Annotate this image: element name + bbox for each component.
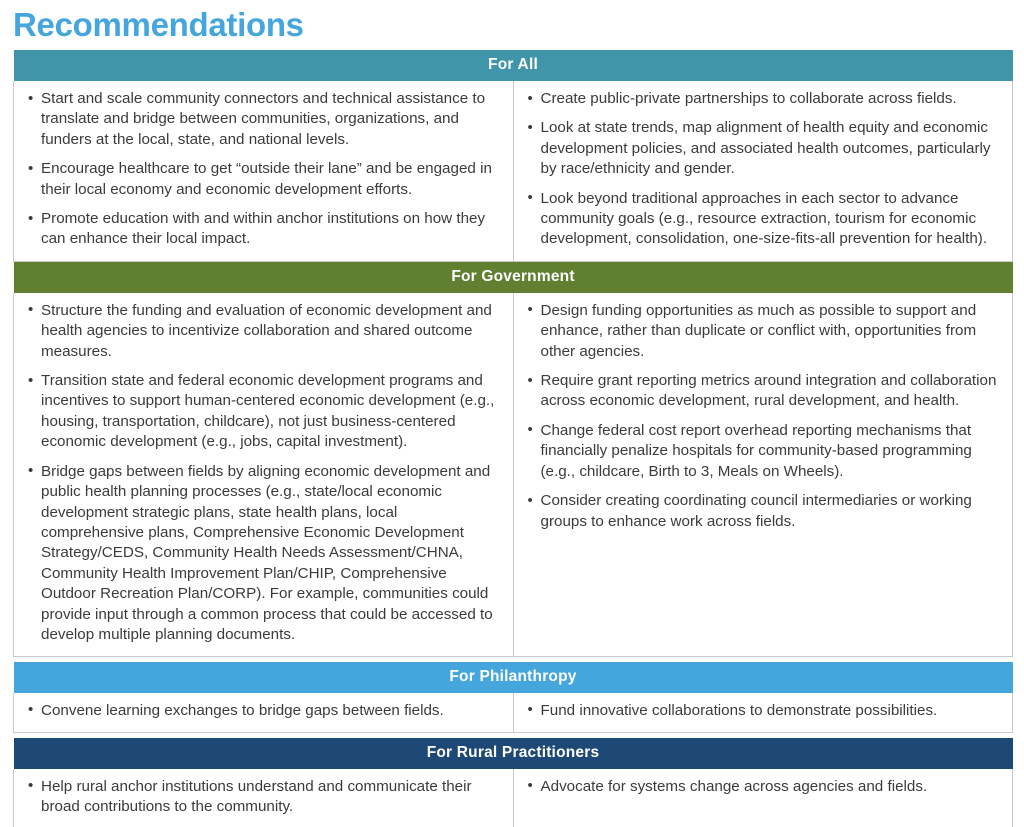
list-item: • Help rural anchor institutions understand and communicate their broad contributions to the community. — [26, 777, 501, 818]
list-item: • Bridge gaps between fields by aligning economic development and public health planning processes (e.g., state/local economic development strategic plans, state health plans, local comprehensive plans, Comprehensive Economic Development Strategy/CEDS, Community Health Needs Assessment/CHNA, Community Health Improvement Plan/CHIP, Comprehensive Outdoor Recreation Plan/CORP). For example, communities could provide input through a common process that could be accessed to develop multiple planning documents. — [26, 462, 501, 646]
bullet-list-left — [26, 89, 501, 250]
recommendations-table — [13, 50, 1013, 827]
list-item: • Promote education with and within anchor institutions on how they can enhance their local impact. — [26, 209, 501, 250]
section-content-for-rural-practitioners — [14, 769, 1013, 827]
bullet-list-right — [526, 701, 1001, 721]
column-left — [14, 293, 514, 657]
section-content-for-government — [14, 293, 1013, 657]
bullet-list-left — [26, 301, 501, 646]
column-left — [14, 693, 514, 733]
section-heading-for-philanthropy: For Philanthropy — [14, 662, 1013, 693]
section-header-row — [14, 738, 1013, 769]
section-content-for-all — [14, 81, 1013, 261]
list-item: • Encourage healthcare to get “outside their lane” and be engaged in their local economy and economic development efforts. — [26, 159, 501, 200]
bullet-list-right — [526, 777, 1001, 797]
list-item: • Require grant reporting metrics around integration and collaboration across economic development, rural development, and health. — [526, 371, 1001, 412]
section-heading-for-rural-practitioners: For Rural Practitioners — [14, 738, 1013, 769]
column-right — [513, 81, 1013, 261]
list-item: • Look beyond traditional approaches in each sector to advance community goals (e.g., resource extraction, tourism for economic development, consolidation, one-size-fits-all prevention for health). — [526, 189, 1001, 250]
list-item: • Structure the funding and evaluation of economic development and health agencies to incentivize collaboration and shared outcome measures. — [26, 301, 501, 362]
bullet-list-left — [26, 701, 501, 721]
column-right — [513, 769, 1013, 827]
column-right — [513, 293, 1013, 657]
bullet-list-left — [26, 777, 501, 818]
list-item: • Change federal cost report overhead reporting mechanisms that financially penalize hospitals for community-based programming (e.g., childcare, Birth to 3, Meals on Wheels). — [526, 421, 1001, 482]
list-item: • Create public-private partnerships to collaborate across fields. — [526, 89, 1001, 109]
section-header-row — [14, 50, 1013, 81]
list-item: • Start and scale community connectors and technical assistance to translate and bridge between communities, organizations, and funders at the local, state, and national levels. — [26, 89, 501, 150]
page-title: Recommendations — [13, 6, 304, 43]
list-item: • Fund innovative collaborations to demonstrate possibilities. — [526, 701, 1001, 721]
section-header-row — [14, 662, 1013, 693]
section-heading-for-all: For All — [14, 50, 1013, 81]
section-heading-for-government: For Government — [14, 261, 1013, 293]
column-left — [14, 81, 514, 261]
list-item: • Advocate for systems change across agencies and fields. — [526, 777, 1001, 797]
column-left — [14, 769, 514, 827]
section-content-for-philanthropy — [14, 693, 1013, 733]
column-right — [513, 693, 1013, 733]
list-item: • Consider creating coordinating council intermediaries or working groups to enhance work across fields. — [526, 491, 1001, 532]
list-item: • Transition state and federal economic development programs and incentives to support human-centered economic development (e.g., housing, transportation, childcare), not just business-centered economic development (e.g., jobs, capital investment). — [26, 371, 501, 453]
table-body — [14, 50, 1013, 827]
list-item: • Design funding opportunities as much as possible to support and enhance, rather than duplicate or conflict with, opportunities from other agencies. — [526, 301, 1001, 362]
bullet-list-right — [526, 89, 1001, 250]
bullet-list-right — [526, 301, 1001, 532]
list-item: • Convene learning exchanges to bridge gaps between fields. — [26, 701, 501, 721]
list-item: • Look at state trends, map alignment of health equity and economic development policies, and associated health outcomes, particularly by race/ethnicity and gender. — [526, 118, 1001, 179]
section-header-row — [14, 261, 1013, 293]
